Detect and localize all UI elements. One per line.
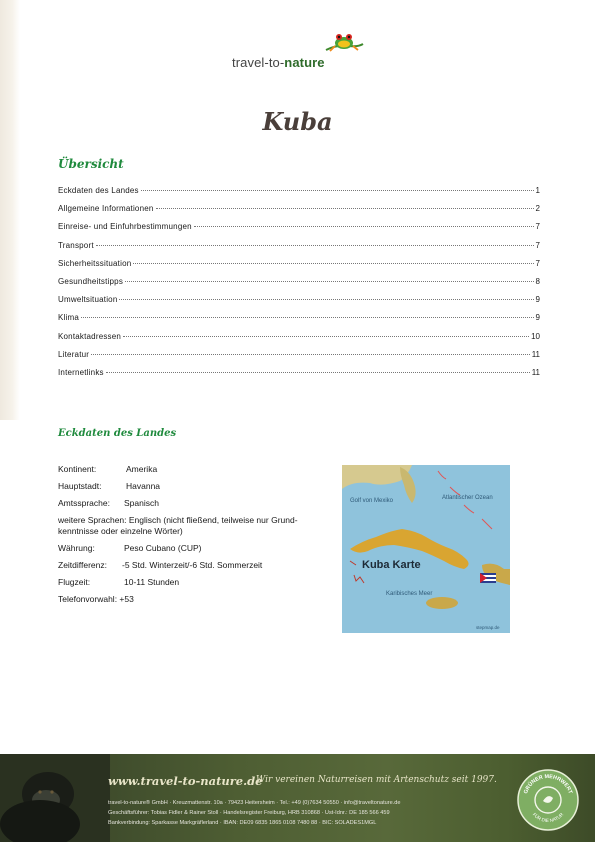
fact-telefonvorwahl: Telefonvorwahl: +53 bbox=[58, 594, 134, 604]
seal-text-bottom: FÜR DIE NATUR bbox=[531, 811, 565, 824]
toc-entry-label: Umweltsituation bbox=[58, 295, 118, 305]
gruener-mehrwert-seal-icon bbox=[516, 768, 580, 832]
footer-website-link[interactable]: www.travel-to-nature.de bbox=[108, 774, 263, 788]
paper-edge-shadow bbox=[0, 0, 20, 420]
fact-key: Zeitdifferenz: bbox=[58, 560, 107, 570]
fact-value: Havanna bbox=[126, 481, 161, 491]
fact-key: Währung: bbox=[58, 543, 95, 553]
country-facts bbox=[58, 464, 338, 611]
fact-hauptstadt bbox=[58, 481, 338, 498]
toc-entry-label: Internetlinks bbox=[58, 367, 104, 377]
toc-heading: Übersicht bbox=[58, 157, 124, 171]
toc-entry[interactable] bbox=[58, 259, 540, 277]
footer-banner bbox=[0, 754, 595, 842]
toc-entry[interactable] bbox=[58, 241, 540, 259]
tree-frog-icon bbox=[324, 30, 364, 56]
fact-key: Flugzeit: bbox=[58, 577, 91, 587]
toc-entry-page: 1 bbox=[535, 186, 540, 195]
fact-value: Spanisch bbox=[124, 498, 159, 508]
toc-entry-page: 2 bbox=[535, 204, 540, 214]
toc-entry-label: Literatur bbox=[58, 349, 90, 359]
toc-entry-page: 11 bbox=[531, 367, 540, 377]
toc-entry[interactable] bbox=[58, 295, 540, 313]
toc-entry-label: Eckdaten des Landes bbox=[58, 186, 139, 195]
cuba-map bbox=[342, 465, 510, 633]
fact-key: Hauptstadt: bbox=[58, 481, 102, 491]
map-label-atlantic: Atlantischer Ozean bbox=[442, 495, 493, 501]
document-title: Kuba bbox=[262, 107, 333, 136]
fact-flugzeit bbox=[58, 577, 338, 594]
table-of-contents bbox=[58, 186, 540, 386]
toc-entry[interactable] bbox=[58, 186, 540, 204]
toc-entry-page: 10 bbox=[531, 331, 540, 341]
facts-heading: Eckdaten des Landes bbox=[58, 428, 177, 439]
footer-bank-line: Bankverbindung: Sparkasse Markgräflerland · IBAN: DE09 6835 1865 0108 7480 88 · BIC: SOLADES1MGL bbox=[108, 820, 377, 826]
fact-weitere-sprachen: weitere Sprachen: Englisch (nicht fließend, teilweise nur Grund-kenntnisse oder einzelne Wörter) bbox=[58, 515, 298, 536]
toc-entry-label: Allgemeine Informationen bbox=[58, 204, 154, 214]
toc-leader-dots bbox=[96, 245, 534, 246]
toc-entry-page: 7 bbox=[535, 222, 540, 232]
fact-zeitdifferenz bbox=[58, 560, 338, 577]
toc-entry[interactable] bbox=[58, 368, 540, 386]
map-credit: stepmap.de bbox=[476, 625, 500, 630]
toc-entry-label: Klima bbox=[58, 313, 80, 323]
toc-leader-dots bbox=[119, 299, 533, 300]
logo-wordmark: travel-to-nature bbox=[232, 55, 325, 70]
map-title: Kuba Karte bbox=[362, 559, 421, 571]
toc-entry-label: Gesundheitstipps bbox=[58, 276, 124, 286]
map-jamaica bbox=[426, 597, 458, 609]
seal-text-top: GRÜNER MEHRWERT bbox=[523, 773, 573, 795]
fact-kontinent bbox=[58, 464, 338, 481]
cuba-flag-icon bbox=[480, 573, 496, 583]
map-label-gulf: Golf von Mexiko bbox=[350, 498, 394, 504]
toc-leader-dots bbox=[106, 372, 530, 373]
footer-company-line: travel-to-nature® GmbH · Kreuzmattenstr. 10a · 79423 Heitersheim · Tel.: +49 (0)7634 50550 · info@traveltonature.de bbox=[108, 800, 401, 806]
toc-entry[interactable] bbox=[58, 313, 540, 331]
toc-leader-dots bbox=[123, 336, 529, 337]
travel-to-nature-logo bbox=[232, 30, 362, 72]
footer-management-line: Geschäftsführer: Tobias Fidler & Rainer Stoll · Handelsregister Freiburg, HRB 310868 · Ust-Idnr.: DE 185 566 459 bbox=[108, 810, 390, 816]
toc-entry-page: 7 bbox=[535, 240, 540, 250]
fact-value: Peso Cubano (CUP) bbox=[124, 543, 202, 553]
fact-value: 10-11 Stunden bbox=[124, 577, 180, 587]
toc-leader-dots bbox=[125, 281, 534, 282]
toc-entry-label: Kontaktadressen bbox=[58, 331, 122, 341]
toc-leader-dots bbox=[156, 208, 534, 209]
toc-entry[interactable] bbox=[58, 350, 540, 368]
toc-entry[interactable] bbox=[58, 332, 540, 350]
toc-entry-label: Sicherheitssituation bbox=[58, 258, 132, 268]
toc-entry-label: Transport bbox=[58, 240, 94, 250]
gorilla-photo bbox=[0, 754, 110, 842]
fact-key: Kontinent: bbox=[58, 464, 97, 474]
toc-entry-page: 11 bbox=[531, 349, 540, 359]
fact-value: Amerika bbox=[126, 464, 158, 474]
toc-entry-label: Einreise- und Einfuhrbestimmungen bbox=[58, 222, 192, 232]
fact-amtssprache bbox=[58, 498, 338, 515]
toc-leader-dots bbox=[141, 190, 534, 191]
fact-key: Amtssprache: bbox=[58, 498, 110, 508]
toc-entry-page: 8 bbox=[535, 276, 540, 286]
footer-slogan: Wir vereinen Naturreisen mit Artenschutz seit 1997. bbox=[256, 775, 497, 785]
toc-entry[interactable] bbox=[58, 277, 540, 295]
map-label-caribbean: Karibisches Meer bbox=[386, 591, 433, 597]
toc-entry-page: 9 bbox=[535, 313, 540, 323]
toc-entry-page: 7 bbox=[535, 258, 540, 268]
toc-entry[interactable] bbox=[58, 204, 540, 222]
fact-value: -5 Std. Winterzeit/-6 Std. Sommerzeit bbox=[122, 560, 263, 570]
toc-leader-dots bbox=[194, 226, 534, 227]
toc-entry[interactable] bbox=[58, 222, 540, 240]
toc-leader-dots bbox=[81, 317, 534, 318]
toc-leader-dots bbox=[91, 354, 530, 355]
fact-waehrung bbox=[58, 543, 338, 560]
toc-leader-dots bbox=[133, 263, 533, 264]
toc-entry-page: 9 bbox=[535, 295, 540, 305]
